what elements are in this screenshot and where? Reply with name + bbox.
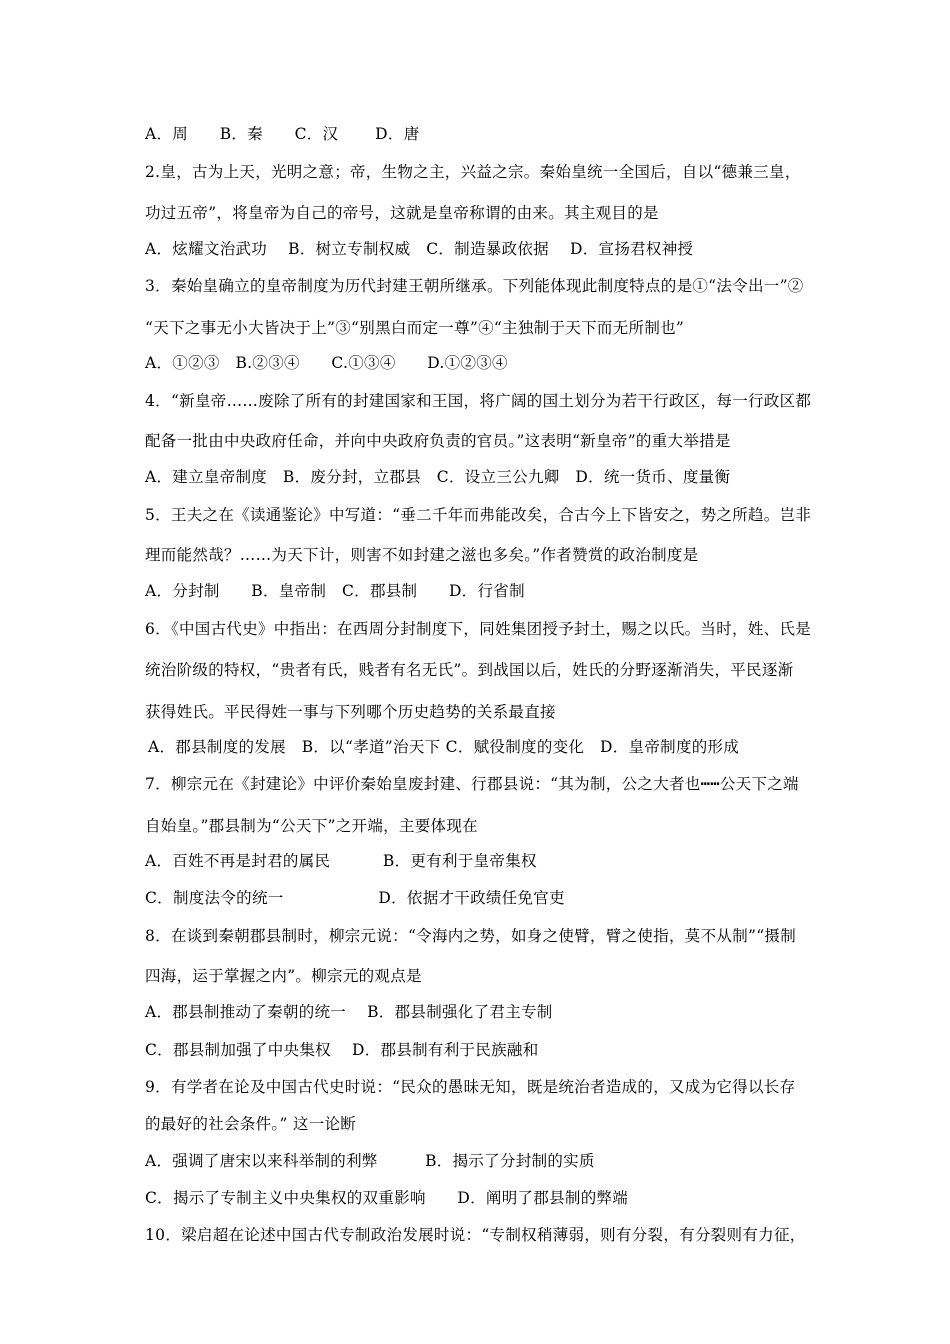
q8-stem-line-2: 四海，运于掌握之内”。柳宗元的观点是 [145,967,422,985]
q2-stem-line-1: 2.皇，古为上天，光明之意；帝，生物之主，兴益之宗。秦始皇统一全国后，自以“德兼三皇， [145,163,801,181]
q6-stem-line-2: 统治阶级的特权，“贵者有氏，贱者有名无氏”。到战国以后，姓氏的分野逐渐消失，平民逐渐 [145,661,794,679]
q5-stem-line-1: 5．王夫之在《读通鉴论》中写道：“垂二千年而弗能改矣，合古今上下皆安之，势之所趋。岂非 [145,506,812,524]
q6-stem-line-3: 获得姓氏。平民得姓一事与下列哪个历史趋势的关系最直接 [145,703,556,721]
q2-stem-line-2: 功过五帝”，将皇帝为自己的帝号，这就是皇帝称谓的由来。其主观目的是 [145,204,659,222]
q4-stem-line-1: 4．“新皇帝……废除了所有的封建国家和王国，将广阔的国土划分为若干行政区，每一行政区都 [145,392,812,410]
q7-stem-line-2: 自始皇。”郡县制为“公天下”之开端，主要体现在 [145,817,478,835]
q5-options: A．分封制 B．皇帝制 C．郡县制 D．行省制 [145,582,525,600]
q1-options: A．周 B．秦 C．汉 D．唐 [145,125,420,143]
q3-stem-line-2: “天下之事无小大皆决于上”③“别黑白而定一尊”④“主独制于天下而无所制也” [145,319,685,337]
q5-stem-line-2: 理而能然哉？……为天下计，则害不如封建之滋也多矣。”作者赞赏的政治制度是 [145,546,699,564]
q8-options-row-1: A．郡县制推动了秦朝的统一 B．郡县制强化了君主专制 [145,1003,553,1021]
q4-options: A．建立皇帝制度 B．废分封，立郡县 C．设立三公九卿 D．统一货币、度量衡 [145,468,731,486]
q2-options: A．炫耀文治武功 B．树立专制权威 C．制造暴政依据 D．宣扬君权神授 [145,240,694,258]
q8-stem-line-1: 8．在谈到秦朝郡县制时，柳宗元说：“令海内之势，如身之使臂，臂之使指，莫不从制”“摄制 [145,927,797,945]
q9-stem-line-2: 的最好的社会条件。” 这一论断 [145,1115,357,1133]
q7-options-row-2: C．制度法令的统一 D．依据才干政绩任免官吏 [145,889,565,907]
q7-stem-line-1: 7．柳宗元在《封建论》中评价秦始皇废封建、行郡县说：“其为制，公之大者也┅┅公天下之端 [145,775,799,793]
q9-stem-line-1: 9．有学者在论及中国古代史时说：“民众的愚昧无知，既是统治者造成的，又成为它得以长存 [145,1078,796,1096]
q8-options-row-2: C．郡县制加强了中央集权 D．郡县制有利于民族融和 [145,1041,539,1059]
q4-stem-line-2: 配备一批由中央政府任命，并向中央政府负责的官员。”这表明“新皇帝”的重大举措是 [145,432,731,450]
q9-options-row-1: A．强调了唐宋以来科举制的利弊 B．揭示了分封制的实质 [145,1152,595,1170]
q10-stem-line-1: 10．梁启超在论述中国古代专制政治发展时说：“专制权稍薄弱，则有分裂，有分裂则有力征， [145,1226,806,1244]
q9-options-row-2: C．揭示了专制主义中央集权的双重影响 D．阐明了郡县制的弊端 [145,1189,629,1207]
q6-options: A．郡县制度的发展 B．以“孝道”治天下 C．赋役制度的变化 D．皇帝制度的形成 [148,738,740,756]
q6-stem-line-1: 6．《中国古代史》中指出：在西周分封制度下，同姓集团授予封土，赐之以氏。当时，姓、氏是 [145,620,812,638]
q3-stem-line-1: 3．秦始皇确立的皇帝制度为历代封建王朝所继承。下列能体现此制度特点的是①“法令出一”② [145,277,804,295]
q3-options: A．①②③ B.②③④ C.①③④ D.①②③④ [145,354,508,372]
q7-options-row-1: A．百姓不再是封君的属民 B．更有利于皇帝集权 [145,852,537,870]
